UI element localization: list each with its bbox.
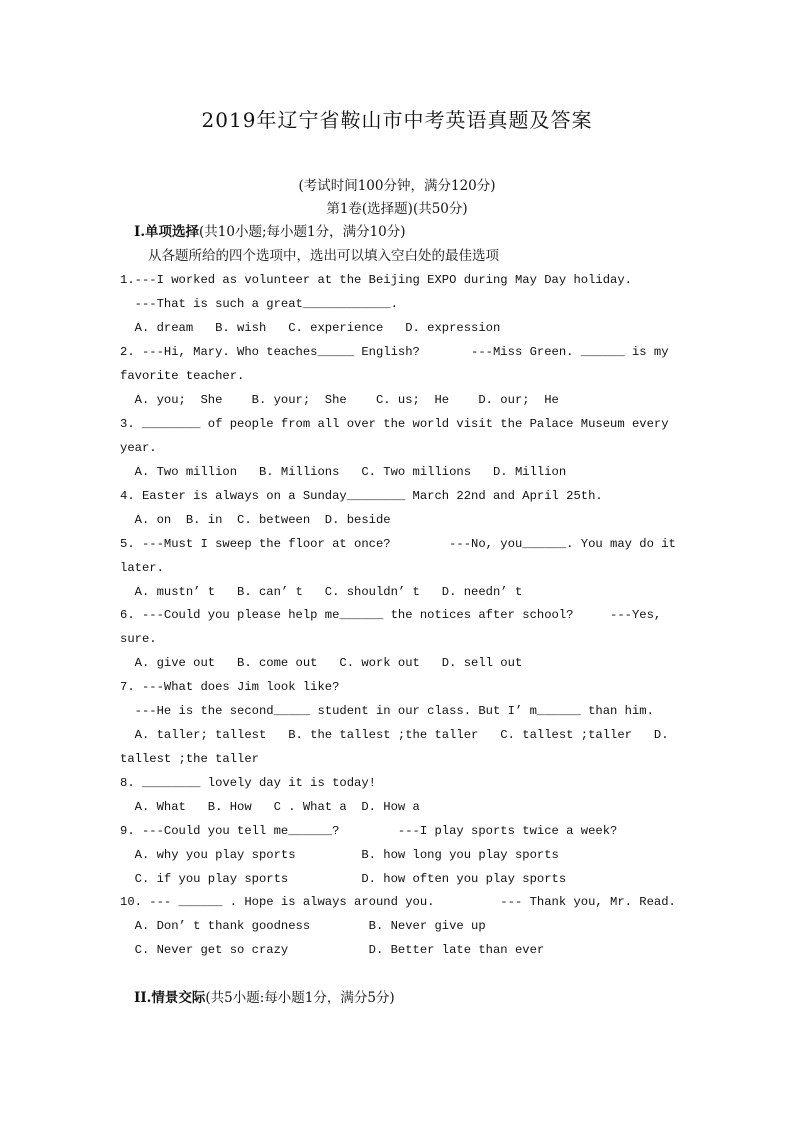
question-line: sure. bbox=[120, 632, 157, 646]
options-line: A. dream B. wish C. experience D. expression bbox=[120, 321, 501, 335]
options-line: A. Two million B. Millions C. Two millions D. Million bbox=[120, 465, 567, 479]
question-line: 7. ---What does Jim look like? bbox=[120, 680, 340, 694]
section-2-info: (共5小题:每小题1分，满分5分) bbox=[205, 990, 395, 1006]
question-line: ---That is such a great____________. bbox=[120, 297, 398, 311]
question-line: 2. ---Hi, Mary. Who teaches_____ English? ---Miss Green. ______ is my bbox=[120, 345, 669, 359]
options-line: A. mustn’ t B. can’ t C. shouldn’ t D. needn’ t bbox=[120, 585, 523, 599]
section-1-instruction: 从各题所给的四个选项中，选出可以填入空白处的最佳选项 bbox=[148, 248, 499, 264]
options-line: A. give out B. come out C. work out D. sell out bbox=[120, 656, 523, 670]
section-1-title: I.单项选择 bbox=[134, 224, 200, 240]
question-line: 9. ---Could you tell me______? ---I play sports twice a week? bbox=[120, 824, 618, 838]
question-line: later. bbox=[120, 561, 164, 575]
document-title: 2019年辽宁省鞍山市中考英语真题及答案 bbox=[201, 108, 593, 132]
section-1-heading bbox=[134, 220, 406, 240]
question-line: favorite teacher. bbox=[120, 369, 245, 383]
question-line: 8. ________ lovely day it is today! bbox=[120, 776, 376, 790]
options-line: A. you; She B. your; She C. us; He D. our; He bbox=[120, 393, 559, 407]
options-line: A. taller; tallest B. the tallest ;the taller C. tallest ;taller D. bbox=[120, 728, 669, 742]
options-line: C. if you play sports D. how often you play sports bbox=[120, 872, 567, 886]
question-line: 4. Easter is always on a Sunday________ March 22nd and April 25th. bbox=[120, 489, 603, 503]
section-2-title: II.情景交际 bbox=[134, 990, 206, 1006]
question-line: 6. ---Could you please help me______ the notices after school? ---Yes, bbox=[120, 608, 662, 622]
volume-heading: 第1卷(选择题)(共50分) bbox=[326, 201, 468, 217]
question-line: 1.---I worked as volunteer at the Beijing EXPO during May Day holiday. bbox=[120, 273, 632, 287]
question-line: 10. --- ______ . Hope is always around you. --- Thank you, Mr. Read. bbox=[120, 895, 676, 909]
question-line: year. bbox=[120, 441, 157, 455]
section-2-heading bbox=[134, 986, 395, 1006]
exam-info: (考试时间100分钟，满分120分) bbox=[298, 178, 496, 194]
options-line: tallest ;the taller bbox=[120, 752, 259, 766]
options-line: A. Don’ t thank goodness B. Never give up bbox=[120, 919, 486, 933]
question-line: 5. ---Must I sweep the floor at once? ---No, you______. You may do it bbox=[120, 537, 676, 551]
question-line: 3. ________ of people from all over the world visit the Palace Museum every bbox=[120, 417, 669, 431]
options-line: A. on B. in C. between D. beside bbox=[120, 513, 391, 527]
question-line: ---He is the second_____ student in our class. But I’ m______ than him. bbox=[120, 704, 654, 718]
options-line: C. Never get so crazy D. Better late than ever bbox=[120, 943, 545, 957]
options-line: A. What B. How C . What a D. How a bbox=[120, 800, 420, 814]
options-line: A. why you play sports B. how long you play sports bbox=[120, 848, 559, 862]
section-1-info: (共10小题;每小题1分，满分10分) bbox=[199, 224, 406, 240]
